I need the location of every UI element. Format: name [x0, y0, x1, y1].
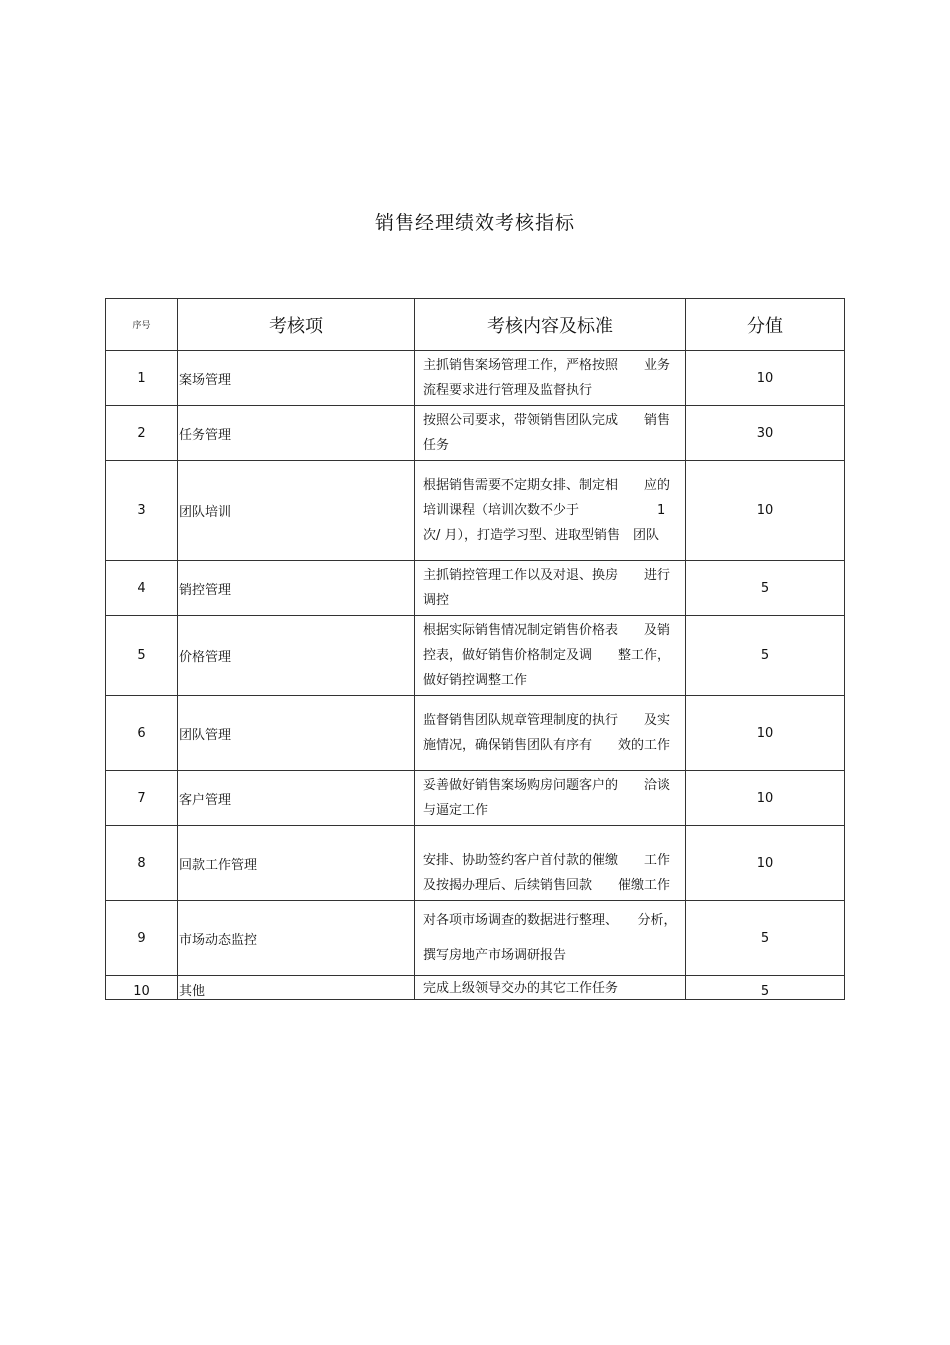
row-content	[415, 771, 686, 826]
row-no: 10	[106, 976, 178, 1000]
row-item: 团队培训	[178, 461, 415, 561]
page-title: 销售经理绩效考核指标	[374, 212, 575, 234]
table-row	[106, 406, 845, 461]
content-line: 妥善做好销售案场购房问题客户的 洽谈	[423, 778, 671, 793]
content-line: 监督销售团队规章管理制度的执行 及实	[423, 713, 671, 728]
table-row	[106, 561, 845, 616]
row-no: 2	[106, 406, 178, 461]
table-row	[106, 351, 845, 406]
table-row	[106, 826, 845, 901]
row-score: 30	[686, 406, 845, 461]
content-line: 按照公司要求，带领销售团队完成 销售	[423, 413, 671, 428]
row-item: 案场管理	[178, 351, 415, 406]
row-score: 5	[686, 616, 845, 696]
row-no: 6	[106, 696, 178, 771]
row-score: 10	[686, 461, 845, 561]
row-item: 任务管理	[178, 406, 415, 461]
header-no: 序号	[106, 299, 178, 351]
table-row	[106, 771, 845, 826]
row-no: 8	[106, 826, 178, 901]
content-line: 与逼定工作	[423, 803, 489, 818]
table-row	[106, 976, 845, 1000]
content-line: 完成上级领导交办的其它工作任务	[423, 981, 619, 996]
table-row	[106, 901, 845, 976]
row-content	[415, 826, 686, 901]
row-score: 10	[686, 771, 845, 826]
row-score: 10	[686, 826, 845, 901]
header-item: 考核项	[178, 299, 415, 351]
row-content	[415, 351, 686, 406]
content-line: 调控	[423, 593, 450, 608]
content-line: 根据销售需要不定期女排、制定相 应的	[423, 478, 671, 493]
row-no: 3	[106, 461, 178, 561]
row-content	[415, 616, 686, 696]
content-line: 流程要求进行管理及监督执行	[423, 383, 593, 398]
row-content	[415, 901, 686, 976]
row-no: 5	[106, 616, 178, 696]
row-content	[415, 461, 686, 561]
row-item: 销控管理	[178, 561, 415, 616]
row-no: 7	[106, 771, 178, 826]
content-line: 主抓销售案场管理工作，严格按照 业务	[423, 358, 671, 373]
row-item: 客户管理	[178, 771, 415, 826]
row-content	[415, 696, 686, 771]
row-item: 其他	[178, 976, 415, 1000]
header-content: 考核内容及标准	[415, 299, 686, 351]
content-line: 任务	[423, 438, 450, 453]
row-score: 5	[686, 976, 845, 1000]
content-line: 及按揭办理后、后续销售回款 催缴工作	[423, 878, 671, 893]
table-row	[106, 461, 845, 561]
kpi-table	[105, 298, 845, 1000]
content-line: 对各项市场调查的数据进行整理、 分析，	[423, 913, 677, 928]
content-line: 控表，做好销售价格制定及调 整工作，	[423, 648, 671, 663]
row-item: 团队管理	[178, 696, 415, 771]
row-no: 9	[106, 901, 178, 976]
table-header-row	[106, 299, 845, 351]
row-score: 10	[686, 351, 845, 406]
row-score: 5	[686, 901, 845, 976]
row-item: 市场动态监控	[178, 901, 415, 976]
row-content	[415, 561, 686, 616]
content-line: 做好销控调整工作	[423, 673, 528, 688]
row-item: 回款工作管理	[178, 826, 415, 901]
row-score: 5	[686, 561, 845, 616]
content-line: 根据实际销售情况制定销售价格表 及销	[423, 623, 671, 638]
content-line: 施情况，确保销售团队有序有 效的工作	[423, 738, 671, 753]
content-line: 撰写房地产市场调研报告	[423, 948, 567, 963]
table-row	[106, 696, 845, 771]
content-line: 安排、协助签约客户首付款的催缴 工作	[423, 853, 671, 868]
row-content	[415, 976, 686, 1000]
row-content	[415, 406, 686, 461]
content-line: 主抓销控管理工作以及对退、换房 进行	[423, 568, 671, 583]
row-score: 10	[686, 696, 845, 771]
table-row	[106, 616, 845, 696]
content-line: 次/ 月），打造学习型、进取型销售 团队	[423, 528, 660, 543]
row-no: 4	[106, 561, 178, 616]
row-no: 1	[106, 351, 178, 406]
content-line: 培训课程（培训次数不少于 1	[423, 503, 666, 518]
row-item: 价格管理	[178, 616, 415, 696]
header-score: 分值	[686, 299, 845, 351]
